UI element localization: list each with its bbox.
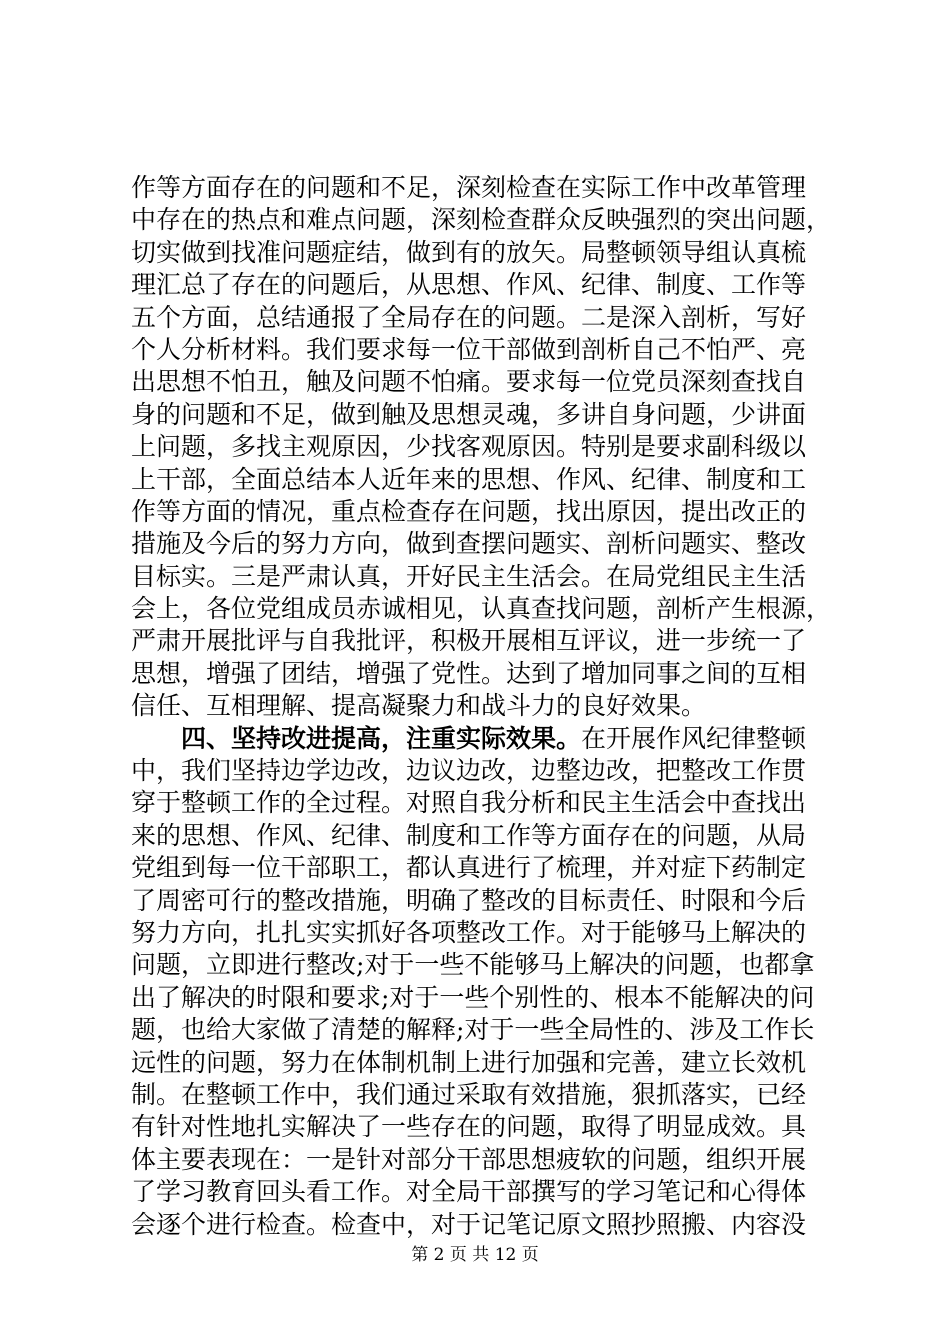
text-line: 上问题，多找主观原因，少找客观原因。特别是要求副科级以 — [131, 432, 807, 462]
text-line: 目标实。三是严肃认真，开好民主生活会。在局党组民主生活 — [131, 561, 807, 591]
text-line: 穿于整顿工作的全过程。对照自我分析和民主生活会中查找出 — [131, 788, 807, 818]
text-line: 来的思想、作风、纪律、制度和工作等方面存在的问题，从局 — [131, 820, 807, 850]
text-line: 出思想不怕丑，触及问题不怕痛。要求每一位党员深刻查找自 — [131, 367, 807, 397]
text-line: 远性的问题，努力在体制机制上进行加强和完善，建立长效机 — [131, 1047, 807, 1077]
text-line: 中存在的热点和难点问题，深刻检查群众反映强烈的突出问题， — [131, 205, 831, 235]
text-line: 中，我们坚持边学边改，边议边改，边整边改，把整改工作贯 — [131, 756, 807, 786]
text-line: 了周密可行的整改措施，明确了整改的目标责任、时限和今后 — [131, 885, 807, 915]
text-line: 党组到每一位干部职工，都认真进行了梳理，并对症下药制定 — [131, 853, 807, 883]
text-line: 切实做到找准问题症结，做到有的放矢。局整顿领导组认真梳 — [131, 237, 807, 267]
text-line: 问题，立即进行整改;对于一些不能够马上解决的问题，也都拿 — [131, 950, 815, 980]
section-heading-continuation: 在开展作风纪律整顿 — [581, 723, 807, 753]
text-line: 严肃开展批评与自我批评，积极开展相互评议，进一步统一了 — [131, 626, 807, 656]
page-number: 第 2 页 共 12 页 — [411, 1245, 539, 1265]
text-line: 作等方面的情况，重点检查存在问题，找出原因，提出改正的 — [131, 496, 807, 526]
text-line: 五个方面，总结通报了全局存在的问题。二是深入剖析，写好 — [131, 302, 807, 332]
text-line: 了学习教育回头看工作。对全局干部撰写的学习笔记和心得体 — [131, 1177, 807, 1207]
document-body — [131, 172, 831, 1241]
section-heading-line — [131, 723, 831, 755]
section-heading: 四、坚持改进提高，注重实际效果。 — [181, 723, 582, 753]
text-line: 上干部，全面总结本人近年来的思想、作风、纪律、制度和工 — [131, 464, 807, 494]
text-line: 个人分析材料。我们要求每一位干部做到剖析自己不怕严、亮 — [131, 334, 807, 364]
text-line: 制。在整顿工作中，我们通过采取有效措施，狠抓落实，已经 — [131, 1079, 807, 1109]
text-line: 信任、互相理解、提高凝聚力和战斗力的良好效果。 — [131, 691, 707, 721]
text-line: 理汇总了存在的问题后，从思想、作风、纪律、制度、工作等 — [131, 270, 807, 300]
text-line: 体主要表现在：一是针对部分干部思想疲软的问题，组织开展 — [131, 1144, 807, 1174]
page-footer — [0, 1240, 950, 1265]
text-line: 思想，增强了团结，增强了党性。达到了增加同事之间的互相 — [131, 658, 807, 688]
text-line: 出了解决的时限和要求;对于一些个别性的、根本不能解决的问 — [131, 982, 815, 1012]
text-line: 作等方面存在的问题和不足，深刻检查在实际工作中改革管理 — [131, 173, 807, 202]
text-line: 会逐个进行检查。检查中，对于记笔记原文照抄照搬、内容没 — [131, 1209, 807, 1239]
text-line: 努力方向，扎扎实实抓好各项整改工作。对于能够马上解决的 — [131, 917, 807, 947]
text-line: 措施及今后的努力方向，做到查摆问题实、剖析问题实、整改 — [131, 529, 807, 559]
text-line: 会上，各位党组成员赤诚相见，认真查找问题，剖析产生根源， — [131, 594, 831, 624]
text-line: 有针对性地扎实解决了一些存在的问题，取得了明显成效。具 — [131, 1112, 807, 1142]
text-line: 题，也给大家做了清楚的解释;对于一些全局性的、涉及工作长 — [131, 1015, 815, 1045]
text-line: 身的问题和不足，做到触及思想灵魂，多讲自身问题，少讲面 — [131, 399, 807, 429]
